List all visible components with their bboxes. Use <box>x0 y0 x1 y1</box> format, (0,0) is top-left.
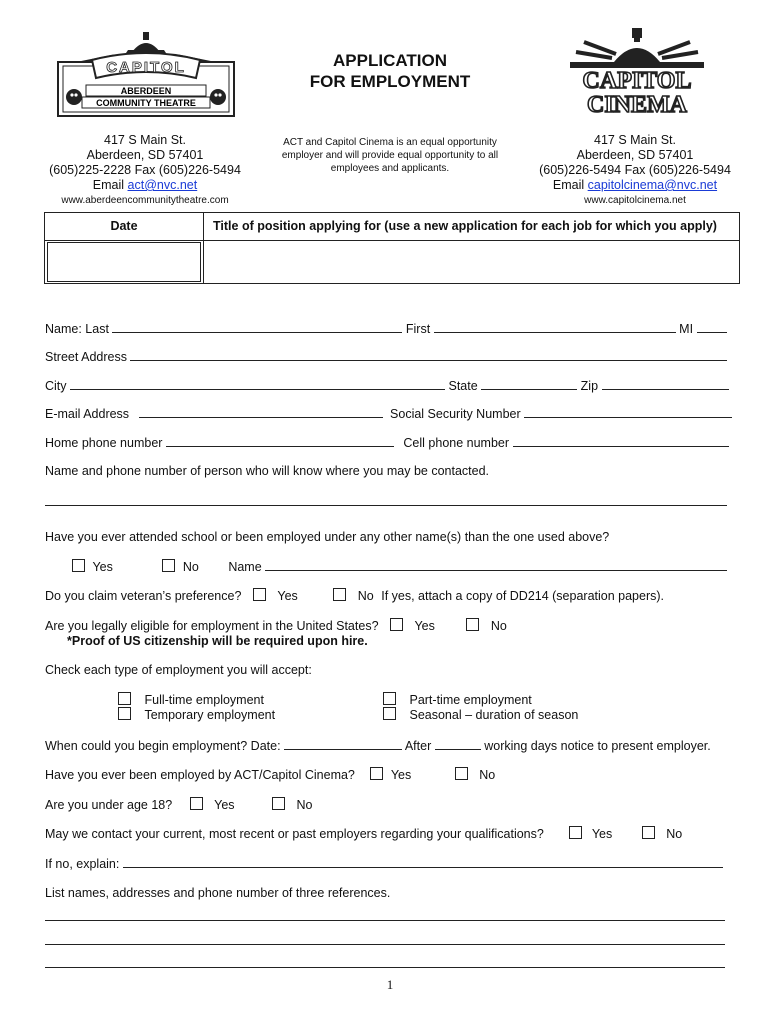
city-row <box>45 377 729 394</box>
contact-employers-yes-checkbox[interactable] <box>569 826 582 839</box>
legal-yes-label: Yes <box>414 619 435 633</box>
full-time-label: Full-time employment <box>144 693 264 707</box>
right-website: www.capitolcinema.net <box>584 195 686 206</box>
last-name-field[interactable] <box>112 320 402 333</box>
veteran-yes-checkbox[interactable] <box>253 588 266 601</box>
state-label: State <box>448 379 478 393</box>
left-street: 417 S Main St. <box>104 133 186 147</box>
employed-before-question: Have you ever been employed by ACT/Capitol Cinema? <box>45 768 355 782</box>
references-label: List names, addresses and phone number of three references. <box>45 886 391 900</box>
reference-line-2[interactable] <box>45 944 725 945</box>
other-names-name-field[interactable] <box>265 558 727 571</box>
name-row <box>45 320 727 337</box>
contact-person-label: Name and phone number of person who will know where you may be contacted. <box>45 464 490 478</box>
ssn-field[interactable] <box>524 405 732 418</box>
seasonal-label: Seasonal – duration of season <box>409 708 579 722</box>
right-logo-line2: CINEMA <box>587 92 687 118</box>
veteran-yes-label: Yes <box>277 589 298 603</box>
begin-question: When could you begin employment? Date: <box>45 739 281 753</box>
state-field[interactable] <box>481 377 577 390</box>
title-line-1: APPLICATION <box>333 51 447 70</box>
part-time-checkbox[interactable] <box>383 692 396 705</box>
employed-before-no-checkbox[interactable] <box>455 767 468 780</box>
mi-label: MI <box>679 322 694 336</box>
explain-field[interactable] <box>123 855 723 868</box>
right-city: Aberdeen, SD 57401 <box>576 148 694 162</box>
full-time-row <box>118 692 264 708</box>
part-time-label: Part-time employment <box>409 693 532 707</box>
reference-line-3[interactable] <box>45 967 725 968</box>
cell-phone-field[interactable] <box>513 434 729 447</box>
temporary-checkbox[interactable] <box>118 707 131 720</box>
last-name-label: Name: Last <box>45 322 109 336</box>
home-phone-field[interactable] <box>166 434 394 447</box>
table-divider <box>45 240 739 241</box>
seasonal-row <box>383 707 578 723</box>
contact-employers-yes-label: Yes <box>591 827 613 841</box>
employed-before-yes-checkbox[interactable] <box>370 767 383 780</box>
email-row <box>45 405 732 422</box>
street-field[interactable] <box>130 348 727 361</box>
contact-employers-question: May we contact your current, most recent or past employers regarding your qualifications? <box>45 827 544 841</box>
zip-field[interactable] <box>602 377 729 390</box>
employed-before-no-label: No <box>479 768 496 782</box>
explain-label: If no, explain: <box>45 857 120 871</box>
contact-employers-no-label: No <box>666 827 683 841</box>
date-input-box[interactable] <box>47 242 201 282</box>
veteran-question: Do you claim veteran’s preference? <box>45 589 242 603</box>
email-field[interactable] <box>139 405 383 418</box>
legal-row <box>45 618 507 634</box>
other-names-no-checkbox[interactable] <box>162 559 175 572</box>
phone-row <box>45 434 729 451</box>
temporary-label: Temporary employment <box>144 708 276 722</box>
street-label: Street Address <box>45 350 127 364</box>
part-time-row <box>383 692 532 708</box>
other-names-no-label: No <box>182 560 199 574</box>
begin-row <box>45 737 711 754</box>
after-label: After <box>404 739 432 753</box>
title-line-2: FOR EMPLOYMENT <box>309 72 471 91</box>
first-name-field[interactable] <box>434 320 676 333</box>
cell-phone-label: Cell phone number <box>403 436 510 450</box>
right-street: 417 S Main St. <box>594 133 676 147</box>
right-address-block <box>530 133 740 208</box>
seasonal-checkbox[interactable] <box>383 707 396 720</box>
position-table <box>44 212 740 284</box>
notice-label: working days notice to present employer. <box>484 739 711 753</box>
capitol-cinema-logo <box>568 26 706 118</box>
city-field[interactable] <box>70 377 445 390</box>
legal-question: Are you legally eligible for employment in the United States? <box>45 619 379 633</box>
other-names-yes-label: Yes <box>92 560 113 574</box>
position-title-header: Title of position applying for (use a new application for each job for which you apply) <box>213 219 717 233</box>
page-number: 1 <box>386 977 394 992</box>
left-phone: (605)225-2228 Fax (605)226-5494 <box>49 163 241 177</box>
other-names-name-label: Name <box>228 560 262 574</box>
position-title-input[interactable] <box>205 242 737 282</box>
under18-question: Are you under age 18? <box>45 798 173 812</box>
zip-label: Zip <box>580 379 599 393</box>
home-phone-label: Home phone number <box>45 436 163 450</box>
explain-row <box>45 855 723 872</box>
other-names-yes-checkbox[interactable] <box>72 559 85 572</box>
right-email-link[interactable]: capitolcinema@nvc.net <box>587 178 718 192</box>
veteran-note: If yes, attach a copy of DD214 (separation papers). <box>381 589 665 603</box>
email-label: E-mail Address <box>45 407 130 421</box>
reference-line-1[interactable] <box>45 920 725 921</box>
right-phone: (605)226-5494 Fax (605)226-5494 <box>539 163 731 177</box>
right-email-label: Email <box>552 178 585 192</box>
left-city: Aberdeen, SD 57401 <box>86 148 204 162</box>
veteran-no-checkbox[interactable] <box>333 588 346 601</box>
aberdeen-community-theatre-logo <box>54 30 238 120</box>
left-address-block <box>40 133 250 208</box>
under18-row <box>45 797 313 813</box>
notice-days-field[interactable] <box>435 737 481 750</box>
citizenship-note: *Proof of US citizenship will be required upon hire. <box>67 634 368 648</box>
contact-person-field[interactable] <box>45 505 727 506</box>
right-logo-line1: CAPITOL <box>582 68 692 94</box>
mi-field[interactable] <box>697 320 727 333</box>
legal-no-checkbox[interactable] <box>466 618 479 631</box>
under18-no-label: No <box>296 798 313 812</box>
other-names-row <box>72 558 727 575</box>
legal-no-label: No <box>490 619 507 633</box>
contact-employers-row <box>45 826 682 842</box>
under18-no-checkbox[interactable] <box>272 797 285 810</box>
eeo-statement: ACT and Capitol Cinema is an equal opportunity employer and will provide equal opportunity to all employees and applicants. <box>281 137 499 174</box>
employment-type-question: Check each type of employment you will accept: <box>45 663 312 677</box>
first-name-label: First <box>405 322 431 336</box>
street-row <box>45 348 727 365</box>
under18-yes-label: Yes <box>214 798 235 812</box>
legal-yes-checkbox[interactable] <box>390 618 403 631</box>
left-logo-banner-text: CAPITOL <box>106 59 186 76</box>
contact-employers-no-checkbox[interactable] <box>642 826 655 839</box>
other-names-question: Have you ever attended school or been employed under any other name(s) than the one used above? <box>45 530 610 544</box>
left-logo-line1: ABERDEEN <box>120 86 172 96</box>
under18-yes-checkbox[interactable] <box>190 797 203 810</box>
full-time-checkbox[interactable] <box>118 692 131 705</box>
left-logo-line2: COMMUNITY THEATRE <box>96 98 196 108</box>
left-website: www.aberdeencommunitytheatre.com <box>61 195 229 206</box>
left-email-label: Email <box>92 178 125 192</box>
city-label: City <box>45 379 67 393</box>
veteran-no-label: No <box>357 589 374 603</box>
employed-before-row <box>45 767 495 783</box>
begin-date-field[interactable] <box>284 737 402 750</box>
temporary-row <box>118 707 275 723</box>
veteran-row <box>45 588 664 604</box>
page-title <box>300 50 480 92</box>
left-email-link[interactable]: act@nvc.net <box>127 178 198 192</box>
ssn-label: Social Security Number <box>390 407 521 421</box>
date-header: Date <box>110 219 138 233</box>
employed-before-yes-label: Yes <box>390 768 412 782</box>
